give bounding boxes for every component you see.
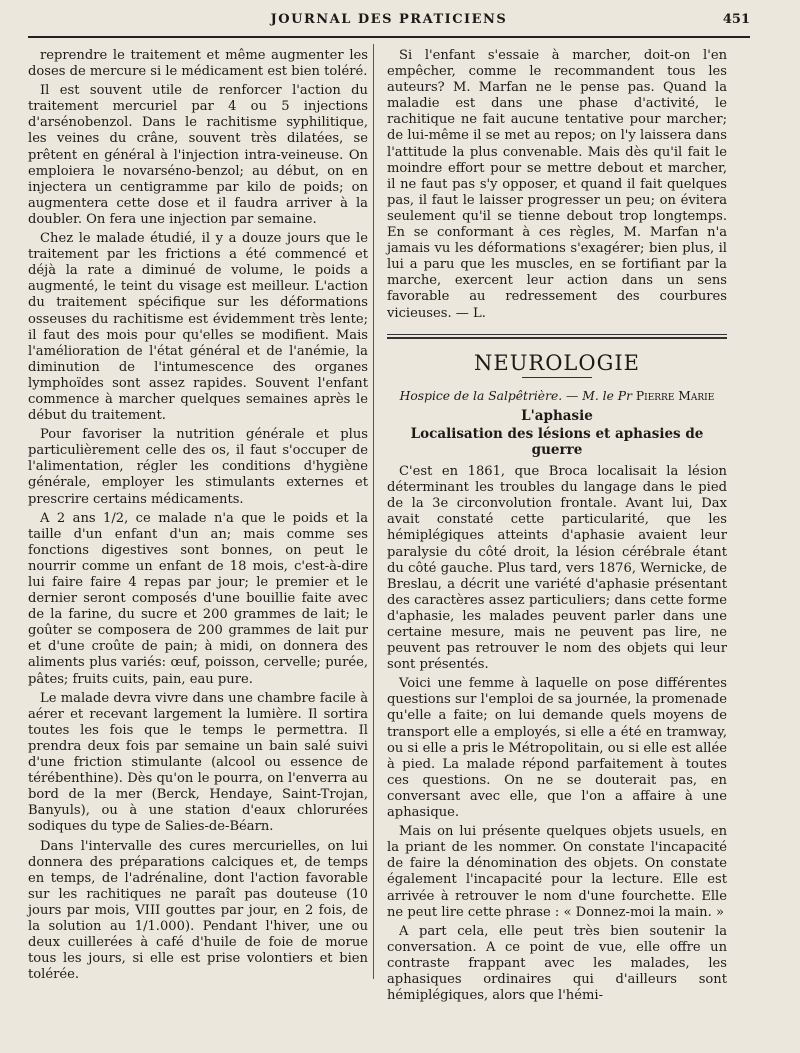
left-column (28, 48, 368, 983)
page-header (28, 6, 750, 36)
paragraph: C'est en 1861, que Broca localisait la lésion déterminant les troubles du langage dans le pied de la 3e circonvolution frontale. Avant lui, Dax avait constaté cette particularité, que les hémiplégiques atteints d'aphasie avaient leur paralysie du côté droit, la lésion cérébrale étant du côté gauche. Plus tard, vers 1876, Wernicke, de Breslau, a décrit une variété d'aphasie présentant des caractères assez particuliers; dans cette forme d'aphasie, les malades peuvent parler dans une certaine mesure, mais ne peuvent pas lire, ne peuvent pas retrouver le nom des objets qui leur sont présentés. (387, 464, 727, 673)
paragraph: A 2 ans 1/2, ce malade n'a que le poids et la taille d'un enfant d'un an; mais comme ses fonctions digestives sont bonnes, on peut le nourrir comme un enfant de 18 mois, c'est-à-dire lui faire faire 4 repas par jour; le premier et le dernier seront composés d'une bouillie faite avec de la farine, du sucre et 200 grammes de lait; le goûter se composera de 200 grammes de lait pur et d'une croûte de pain; à midi, on donnera des aliments plus variés: œuf, poisson, cervelle; purée, pâtes; fruits cuits, pain, eau pure. (28, 510, 368, 687)
journal-title: JOURNAL DES PRATICIENS (270, 12, 508, 27)
article-title: L'aphasie (521, 407, 593, 424)
article-subtitle: Localisation des lésions et aphasies de guerre (410, 425, 704, 458)
paragraph: Le malade devra vivre dans une chambre facile à aérer et recevant largement la lumière. Il sortira toutes les fois que le temps le permettra. Il prendra deux fois par semaine un bain salé suivi d'une friction stimulante (alcool ou essence de térébenthine). Dès qu'on le pourra, on l'enverra au bord de la mer (Berck, Hendaye, Saint-Trojan, Banyuls), ou à une station d'eaux chlorurées sodiques du type de Salies-de-Béarn. (28, 690, 368, 835)
page-number: 451 (722, 12, 750, 27)
paragraph: Il est souvent utile de renforcer l'action du traitement mercuriel par 4 ou 5 injections d'arsénobenzol. Dans le rachitisme syphilitique, les veines du crâne, souvent très dilatées, se prêtent en général à l'injection intra-veineuse. On emploiera le novarséno-benzol; au début, on en injectera un centigramme par kilo de poids; on augmentera cette dose et il faudra arriver à la doubler. On fera une injection par semaine. (28, 83, 368, 227)
source-author: Pierre Marie (635, 388, 715, 403)
paragraph: Voici une femme à laquelle on pose différentes questions sur l'emploi de sa journée, la promenade qu'elle a faite; on lui demande quels moyens de transport elle a employés, si elle a été en tramway, ou si elle a pris le Métropolitain, ou si elle est allée à pied. La malade répond parfaitement à toutes ces questions. On ne se douterait pas, en conversant avec elle, que l'on a affaire à une aphasique. (387, 676, 727, 821)
paragraph: Chez le malade étudié, il y a douze jours que le traitement par les frictions a été commencé et déjà la rate a diminué de volume, le poids a augmenté, le teint du visage est meilleur. L'action du traitement spécifique sur les déformations osseuses du rachitisme est évidemment très lente; il faut des mois pour qu'elles se modifient. Mais l'amélioration de l'état général et de l'anémie, la diminution de l'intumescence des organes lymphoïdes sont assez rapides. Souvent l'enfant commence à marcher quelques semaines après le début du traitement. (28, 231, 368, 424)
section-separator (387, 334, 727, 339)
paragraph: Dans l'intervalle des cures mercurielles, on lui donnera des préparations calciques et, de temps en temps, de l'adrénaline, dont l'action favorable sur les rachitiques ne paraît pas douteuse (10 jours par mois, VIII gouttes par jour, en 2 fois, de la solution au 1/1.000). Pendant l'hiver, une ou deux cuillerées à café d'huile de foie de morue tous les jours, si elle est prise volontiers et bien tolérée. (28, 838, 368, 983)
paragraph: Si l'enfant s'essaie à marcher, doit-on l'en empêcher, comme le recommandent tous les auteurs? M. Marfan ne le pense pas. Quand la maladie est dans une phase d'activité, le rachitique ne fait aucune tentative pour marcher; de lui-même il se met au repos; on l'y laissera dans l'attitude la plus convenable. Mais dès qu'il fait le moindre effort pour se mettre debout et marcher, il ne faut pas s'y opposer, et quand il fait quelques pas, il faut le laisser progresser un peu; on évitera seulement qu'il se tienne debout trop longtemps. En se conformant à ces règles, M. Marfan n'a jamais vu les déformations s'exagérer; bien plus, il lui a paru que les muscles, en se fortifiant par la marche, exercent leur action dans un sens favorable au redressement des courbures vicieuses. — L. (387, 48, 727, 321)
source-location: Hospice de la Salpêtrière. — M. le Pr (399, 388, 632, 403)
paragraph: A part cela, elle peut très bien soutenir la conversation. A ce point de vue, elle offre un contraste frappant avec les malades, les aphasiques ordinaires qui d'ailleurs sont hémiplégiques, alors que l'hémi- (387, 923, 727, 1004)
paragraph: reprendre le traitement et même augmenter les doses de mercure si le médicament est bien toléré. (28, 48, 368, 80)
column-divider (373, 44, 374, 979)
title-rule (522, 377, 592, 378)
right-column (387, 48, 727, 1004)
header-rule (28, 36, 750, 38)
paragraph: Mais on lui présente quelques objets usuels, en la priant de les nommer. On constate l'incapacité de faire la dénomination des objets. On constate également l'incapacité pour la lecture. Elle est arrivée à retrouver le nom d'une fourchette. Elle ne peut lire cette phrase : « Donnez-moi la main. » (387, 824, 727, 920)
paragraph: Pour favoriser la nutrition générale et plus particulièrement celle des os, il faut s'occuper de l'alimentation, régler les conditions d'hygiène générale, employer les stimulants externes et prescrire certains médicaments. (28, 427, 368, 507)
article-source (387, 388, 727, 404)
section-title: NEUROLOGIE (474, 350, 640, 375)
